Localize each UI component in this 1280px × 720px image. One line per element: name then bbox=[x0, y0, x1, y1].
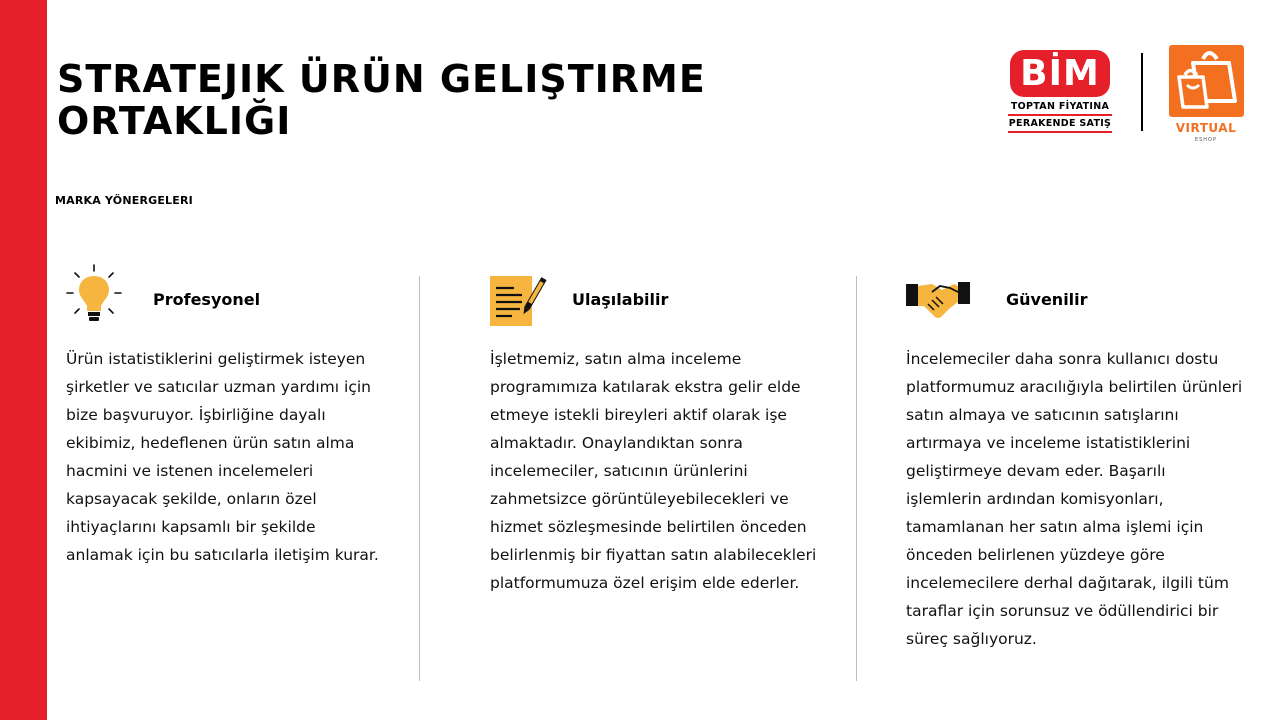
left-accent-bar bbox=[0, 0, 47, 720]
feature-heading: Ulaşılabilir bbox=[572, 290, 669, 309]
bim-logo-tagline-2: PERAKENDE SATIŞ bbox=[1008, 118, 1112, 133]
virtual-eshop-logo bbox=[1167, 45, 1245, 145]
lightbulb-icon bbox=[66, 262, 126, 328]
eshop-logo-text: ESHOP bbox=[1194, 137, 1218, 143]
handshake-icon bbox=[906, 262, 970, 328]
feature-heading: Güvenilir bbox=[1006, 290, 1088, 309]
feature-heading: Profesyonel bbox=[153, 290, 261, 309]
page-subtitle: MARKA YÖNERGELERI bbox=[55, 194, 193, 207]
page-title bbox=[57, 58, 757, 142]
feature-body: İşletmemiz, satın alma inceleme programımıza katılarak ekstra gelir elde etmeye istekli bireyleri aktif olarak işe almaktadır. Onaylandıktan sonra incelemeciler, satıcının ürünlerini zahmetsizce görüntüleyebilecekleri ve hizmet sözleşmesinde belirtilen önceden belirlenmiş bir fiyattan satın alabilecekleri platformumuza özel erişim elde ederler. bbox=[490, 350, 817, 592]
shopping-bag-icon bbox=[1169, 45, 1244, 117]
bim-logo-badge: BİM bbox=[1010, 50, 1110, 97]
bim-logo-tagline-1: TOPTAN FİYATINA bbox=[1008, 101, 1112, 116]
feature-body: İncelemeciler daha sonra kullanıcı dostu platformumuz aracılığıyla belirtilen ürünleri satın almaya ve satıcının satışlarını artırmaya ve inceleme istatistiklerini geliştirmeye devam eder. Başarılı işlemlerin ardından komisyonları, tamamlanan her satın alma işlemi için önceden belirlenen yüzdeye göre incelemecilere derhal dağıtarak, ilgili tüm taraflar için sorunsuz ve ödüllendirici bir süreç sağlıyoruz. bbox=[906, 350, 1243, 648]
document-pen-icon bbox=[490, 262, 550, 328]
title-line-2: ORTAKLIĞI bbox=[57, 99, 292, 143]
bim-logo bbox=[1008, 50, 1112, 136]
title-line-1: STRATEJIK ÜRÜN GELIŞTIRME bbox=[57, 57, 706, 101]
column-divider bbox=[856, 276, 857, 681]
column-divider bbox=[419, 276, 420, 681]
feature-body: Ürün istatistiklerini geliştirmek isteyen şirketler ve satıcılar uzman yardımı için bize başvuruyor. İşbirliğine dayalı ekibimiz, hedeflenen ürün satın alma hacmini ve istenen incelemeleri kapsayacak şekilde, onların özel ihtiyaçlarını kapsamlı bir şekilde anlamak için bu satıcılarla iletişim kurar. bbox=[66, 350, 379, 564]
logo-divider bbox=[1141, 53, 1143, 131]
virtual-logo-text: VIRTUAL bbox=[1175, 121, 1237, 135]
